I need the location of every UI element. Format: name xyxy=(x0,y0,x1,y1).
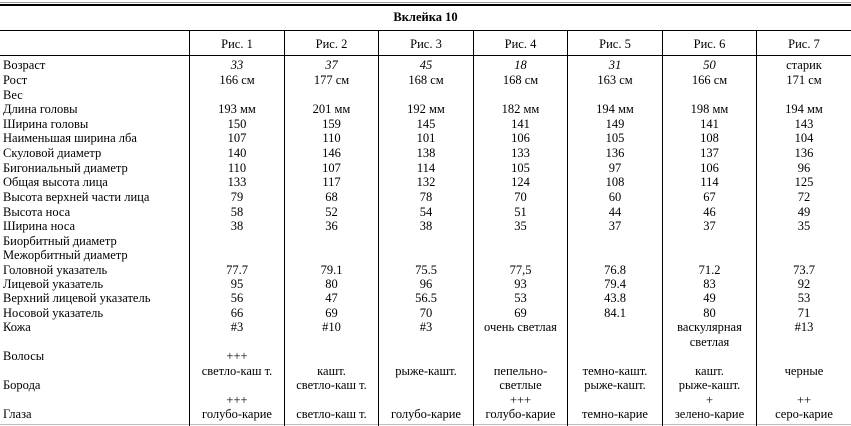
table-row xyxy=(0,291,851,306)
table-row xyxy=(0,146,851,161)
table-cell: 53 xyxy=(797,291,811,305)
table-cell: 60 xyxy=(608,190,622,204)
table-cell: 72 xyxy=(797,190,811,204)
table-row xyxy=(0,102,851,117)
table-row xyxy=(0,117,851,132)
table-cell: 68 xyxy=(325,190,338,204)
table-cell: 45 xyxy=(419,58,433,72)
table-cell: 77.7 xyxy=(226,263,248,277)
table-cell: 105 xyxy=(511,161,530,175)
table-cell: 37 xyxy=(608,219,622,233)
table-cell: 80 xyxy=(703,306,716,320)
table-cell: васкулярная xyxy=(677,320,742,334)
table-cell: +++ xyxy=(226,349,248,363)
table-row xyxy=(0,277,851,292)
table-cell: голубо-карие xyxy=(485,407,556,421)
table-cell: 35 xyxy=(797,219,811,233)
table-cell: 108 xyxy=(700,131,719,145)
table-cell: пепельно- xyxy=(493,364,548,378)
table-cell: 38 xyxy=(230,219,244,233)
table-cell: 84.1 xyxy=(604,306,626,320)
table-cell: 150 xyxy=(227,117,247,131)
table-cell: #13 xyxy=(794,320,814,334)
table-row xyxy=(0,320,851,335)
table-cell: 97 xyxy=(608,161,622,175)
table-cell: 47 xyxy=(325,291,338,305)
row-label: Высота верхней части лица xyxy=(3,190,150,204)
top-rule-thin xyxy=(0,2,851,3)
table-row xyxy=(0,190,851,205)
table-cell: 136 xyxy=(605,146,625,160)
row-label: Ширина головы xyxy=(3,117,89,131)
table-cell: 76.8 xyxy=(604,263,626,277)
table-cell: 58 xyxy=(230,205,244,219)
table-cell: 80 xyxy=(325,277,338,291)
row-label: Межорбитный диаметр xyxy=(3,248,128,262)
table-cell: 50 xyxy=(703,58,716,72)
table-cell: 166 см xyxy=(691,73,728,87)
table-cell: 46 xyxy=(703,205,716,219)
table-cell: 77,5 xyxy=(509,263,532,277)
table-cell: 106 xyxy=(511,131,530,145)
table-cell: 117 xyxy=(322,175,341,189)
table-cell: 163 см xyxy=(597,73,633,87)
table-cell: + xyxy=(705,393,714,407)
table-cell: рыже-кашт. xyxy=(395,364,457,378)
row-label: Борода xyxy=(3,378,41,392)
table-cell: 96 xyxy=(419,277,433,291)
table-cell: 37 xyxy=(703,219,716,233)
table-cell: 141 xyxy=(700,117,719,131)
table-cell: 114 xyxy=(416,161,436,175)
table-cell: светло-каш т. xyxy=(296,407,367,421)
table-cell: 114 xyxy=(700,175,719,189)
table-cell: #3 xyxy=(419,320,433,334)
table-cell: серо-карие xyxy=(775,407,833,421)
table-cell: 146 xyxy=(322,146,341,160)
table-cell: 168 см xyxy=(408,73,444,87)
column-header: Рис. 3 xyxy=(410,37,442,51)
table-cell: светлые xyxy=(499,378,542,392)
table-cell: 92 xyxy=(797,277,811,291)
table-cell: кашт. xyxy=(317,364,346,378)
table-cell: #3 xyxy=(230,320,244,334)
column-header: Рис. 2 xyxy=(315,37,348,51)
page-title: Вклейка 10 xyxy=(393,10,458,24)
table-cell: 36 xyxy=(325,219,338,233)
row-label: Длина головы xyxy=(3,102,78,116)
table-cell: 18 xyxy=(514,58,527,72)
table-cell: 43.8 xyxy=(604,291,626,305)
table-cell: 83 xyxy=(703,277,716,291)
table-cell: 38 xyxy=(419,219,433,233)
table-cell: 95 xyxy=(230,277,244,291)
table-row xyxy=(0,219,851,234)
table-cell: зелено-карие xyxy=(674,407,745,421)
column-header: Рис. 7 xyxy=(788,37,820,51)
table-cell: 125 xyxy=(794,175,814,189)
table-cell: 198 мм xyxy=(690,102,729,116)
table-cell: 31 xyxy=(608,58,622,72)
table-cell: рыже-кашт. xyxy=(584,378,646,392)
table-row xyxy=(0,88,851,103)
table-row xyxy=(0,378,851,393)
table-cell: 70 xyxy=(514,190,527,204)
table-cell: 78 xyxy=(419,190,433,204)
table-cell: 168 см xyxy=(502,73,539,87)
column-header: Рис. 6 xyxy=(693,37,726,51)
table-cell: 53 xyxy=(514,291,527,305)
table-cell: 49 xyxy=(797,205,811,219)
table-cell: 132 xyxy=(416,175,436,189)
table-cell: 69 xyxy=(325,306,338,320)
table-cell: 166 см xyxy=(219,73,255,87)
table-cell: 56.5 xyxy=(415,291,437,305)
table-cell: 124 xyxy=(511,175,530,189)
table-cell: 136 xyxy=(794,146,814,160)
table-cell: 33 xyxy=(230,58,244,72)
table-row xyxy=(0,58,851,73)
table-cell: 54 xyxy=(419,205,433,219)
column-header: Рис. 5 xyxy=(599,37,631,51)
table-cell: 51 xyxy=(514,205,527,219)
header-top-rule xyxy=(0,30,851,31)
table-cell: черные xyxy=(784,364,824,378)
table-cell: светло-каш т. xyxy=(296,378,367,392)
table-cell: 93 xyxy=(514,277,527,291)
table-cell: 73.7 xyxy=(793,263,815,277)
table-cell: 141 xyxy=(511,117,530,131)
table-cell: 107 xyxy=(227,131,247,145)
table-cell: рыже-кашт. xyxy=(678,378,741,392)
table-cell: 149 xyxy=(605,117,625,131)
row-label: Лицевой указатель xyxy=(3,277,104,291)
table-cell: 96 xyxy=(797,161,811,175)
row-label: Наименьшая ширина лба xyxy=(3,131,137,145)
table-cell: +++ xyxy=(509,393,532,407)
table-row xyxy=(0,263,851,278)
table-cell: 138 xyxy=(416,146,436,160)
row-label: Общая высота лица xyxy=(3,175,108,189)
table-cell: 56 xyxy=(230,291,244,305)
table-cell: 106 xyxy=(700,161,719,175)
row-label: Бигониальный диаметр xyxy=(3,161,128,175)
table-cell: 143 xyxy=(794,117,814,131)
table-cell: #10 xyxy=(322,320,341,334)
table-cell: 69 xyxy=(514,306,527,320)
table-cell: светло-каш т. xyxy=(201,364,273,378)
column-header: Рис. 1 xyxy=(221,37,253,51)
table-cell: 104 xyxy=(794,131,814,145)
table-cell: 79.4 xyxy=(604,277,626,291)
table-row xyxy=(0,407,851,422)
row-label: Верхний лицевой указатель xyxy=(3,291,151,305)
table-cell: 133 xyxy=(511,146,530,160)
row-label: Глаза xyxy=(3,407,32,421)
table-cell: 201 мм xyxy=(312,102,351,116)
table-row xyxy=(0,248,851,263)
table-cell: 159 xyxy=(322,117,341,131)
table-cell: 193 мм xyxy=(218,102,256,116)
table-cell: светлая xyxy=(689,335,730,349)
table-cell: 75.5 xyxy=(415,263,437,277)
table-cell: 105 xyxy=(605,131,625,145)
table-cell: 182 мм xyxy=(501,102,540,116)
table-row xyxy=(0,364,851,379)
table-cell: темно-кашт. xyxy=(582,364,648,378)
table-cell: 192 мм xyxy=(407,102,445,116)
row-label: Носовой указатель xyxy=(3,306,104,320)
table-cell: 71.2 xyxy=(698,263,721,277)
row-label: Кожа xyxy=(3,320,31,334)
table-row xyxy=(0,335,851,350)
table-cell: 52 xyxy=(325,205,338,219)
table-cell: 137 xyxy=(700,146,719,160)
table-cell: 110 xyxy=(227,161,247,175)
row-label: Возраст xyxy=(3,58,46,72)
row-label: Вес xyxy=(3,88,23,102)
table-cell: темно-карие xyxy=(582,407,648,421)
row-label: Волосы xyxy=(3,349,45,363)
table-cell: +++ xyxy=(226,393,248,407)
table-cell: 79.1 xyxy=(320,263,343,277)
row-label: Скуловой диаметр xyxy=(3,146,102,160)
column-header: Рис. 4 xyxy=(504,37,537,51)
table-cell: 140 xyxy=(227,146,247,160)
table-cell: 145 xyxy=(416,117,436,131)
table-row xyxy=(0,349,851,364)
top-rule-thick xyxy=(0,4,851,6)
table-cell: ++ xyxy=(796,393,812,407)
table-cell: 66 xyxy=(230,306,244,320)
row-label: Биорбитный диаметр xyxy=(3,234,117,248)
table-row xyxy=(0,234,851,249)
table-row xyxy=(0,161,851,176)
table-row xyxy=(0,393,851,408)
table-cell: 37 xyxy=(325,58,338,72)
row-label: Высота носа xyxy=(3,205,71,219)
table-cell: 35 xyxy=(514,219,527,233)
table-row xyxy=(0,131,851,146)
table-cell: 71 xyxy=(797,306,811,320)
table-row xyxy=(0,205,851,220)
table-cell: старик xyxy=(786,58,822,72)
table-cell: 101 xyxy=(416,131,436,145)
table-cell: голубо-карие xyxy=(391,407,461,421)
header-bottom-rule xyxy=(0,55,851,56)
row-label: Рост xyxy=(3,73,28,87)
table-cell: 67 xyxy=(703,190,716,204)
table-row xyxy=(0,306,851,321)
table-cell: 133 xyxy=(227,175,247,189)
table-cell: 110 xyxy=(322,131,341,145)
row-label: Головной указатель xyxy=(3,263,108,277)
table-cell: 108 xyxy=(605,175,625,189)
table-cell: 171 см xyxy=(786,73,822,87)
table-cell: 70 xyxy=(419,306,433,320)
table-cell: кашт. xyxy=(695,364,724,378)
row-label: Ширина носа xyxy=(3,219,76,233)
table-cell: 194 мм xyxy=(785,102,823,116)
table-cell: 177 см xyxy=(313,73,350,87)
table-cell: 44 xyxy=(608,205,622,219)
table-row xyxy=(0,175,851,190)
table-row xyxy=(0,73,851,88)
table-cell: 194 мм xyxy=(596,102,634,116)
table-cell: очень светлая xyxy=(484,320,557,334)
table-cell: 107 xyxy=(322,161,341,175)
table-cell: голубо-карие xyxy=(202,407,272,421)
table-cell: 79 xyxy=(230,190,244,204)
table-cell: 49 xyxy=(703,291,716,305)
bottom-rule xyxy=(0,424,851,425)
